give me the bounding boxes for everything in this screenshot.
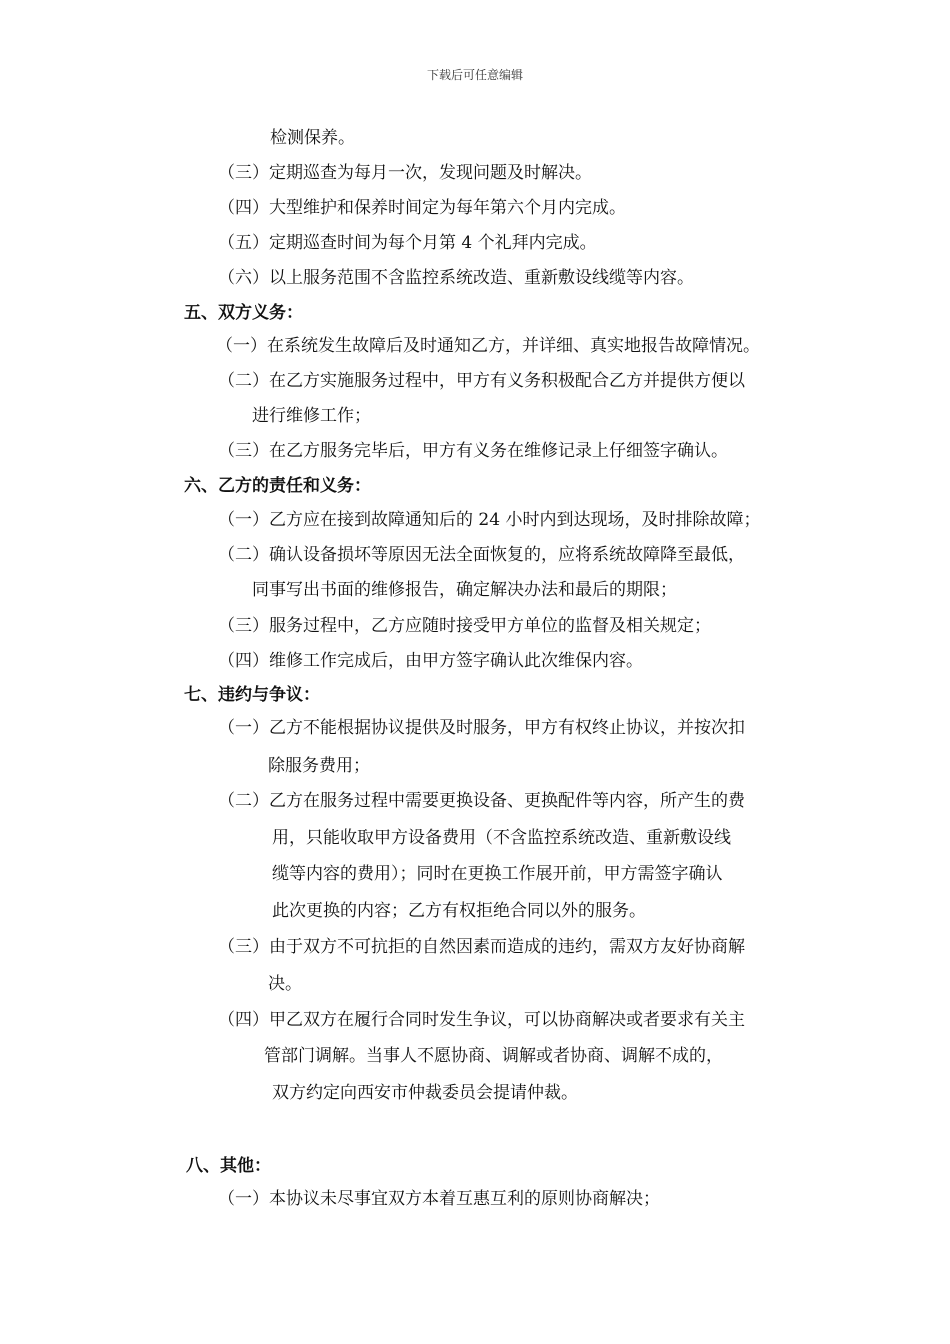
text-line: 双方约定向西安市仲裁委员会提请仲裁。 <box>272 1083 578 1103</box>
list-item: （一）乙方不能根据协议提供及时服务，甲方有权终止协议，并按次扣 <box>218 718 745 738</box>
list-item: （一）在系统发生故障后及时通知乙方，并详细、真实地报告故障情况。 <box>216 336 760 356</box>
list-item: （一）乙方应在接到故障通知后的 24 小时内到达现场，及时排除故障； <box>218 510 761 530</box>
text-line: 除服务费用； <box>268 756 370 776</box>
text-line: 管部门调解。当事人不愿协商、调解或者协商、调解不成的， <box>264 1046 723 1066</box>
text-line: 决。 <box>268 974 302 994</box>
list-item: （二）乙方在服务过程中需要更换设备、更换配件等内容，所产生的费 <box>218 791 745 811</box>
text-line: 检测保养。 <box>270 128 355 148</box>
section-heading: 五、双方义务： <box>184 303 303 323</box>
text-line: 用，只能收取甲方设备费用（不含监控系统改造、重新敷设线 <box>272 828 731 848</box>
list-item: （一）本协议未尽事宜双方本着互惠互利的原则协商解决； <box>218 1189 660 1209</box>
text-line: 进行维修工作； <box>252 406 371 426</box>
section-heading: 七、违约与争议： <box>184 685 320 705</box>
text-line: 此次更换的内容；乙方有权拒绝合同以外的服务。 <box>272 901 646 921</box>
list-item: （三）由于双方不可抗拒的自然因素而造成的违约，需双方友好协商解 <box>218 937 745 957</box>
section-heading: 六、乙方的责任和义务： <box>184 476 371 496</box>
list-item: （六）以上服务范围不含监控系统改造、重新敷设线缆等内容。 <box>218 268 694 288</box>
list-item: （二）确认设备损坏等原因无法全面恢复的，应将系统故障降至最低， <box>218 545 745 565</box>
list-item: （四）甲乙双方在履行合同时发生争议，可以协商解决或者要求有关主 <box>218 1010 745 1030</box>
list-item: （三）服务过程中，乙方应随时接受甲方单位的监督及相关规定； <box>218 616 711 636</box>
list-item: （四）维修工作完成后，由甲方签字确认此次维保内容。 <box>218 651 643 671</box>
text-line: 缆等内容的费用）；同时在更换工作展开前，甲方需签字确认 <box>272 864 723 884</box>
list-item: （五）定期巡查时间为每个月第 4 个礼拜内完成。 <box>218 233 597 253</box>
section-heading: 八、其他： <box>186 1156 271 1176</box>
list-item: （二）在乙方实施服务过程中，甲方有义务积极配合乙方并提供方便以 <box>218 371 745 391</box>
list-item: （三）定期巡查为每月一次，发现问题及时解决。 <box>218 163 592 183</box>
list-item: （四）大型维护和保养时间定为每年第六个月内完成。 <box>218 198 626 218</box>
list-item: （三）在乙方服务完毕后，甲方有义务在维修记录上仔细签字确认。 <box>218 441 728 461</box>
text-line: 同事写出书面的维修报告，确定解决办法和最后的期限； <box>252 580 677 600</box>
page-header: 下载后可任意编辑 <box>426 68 523 82</box>
